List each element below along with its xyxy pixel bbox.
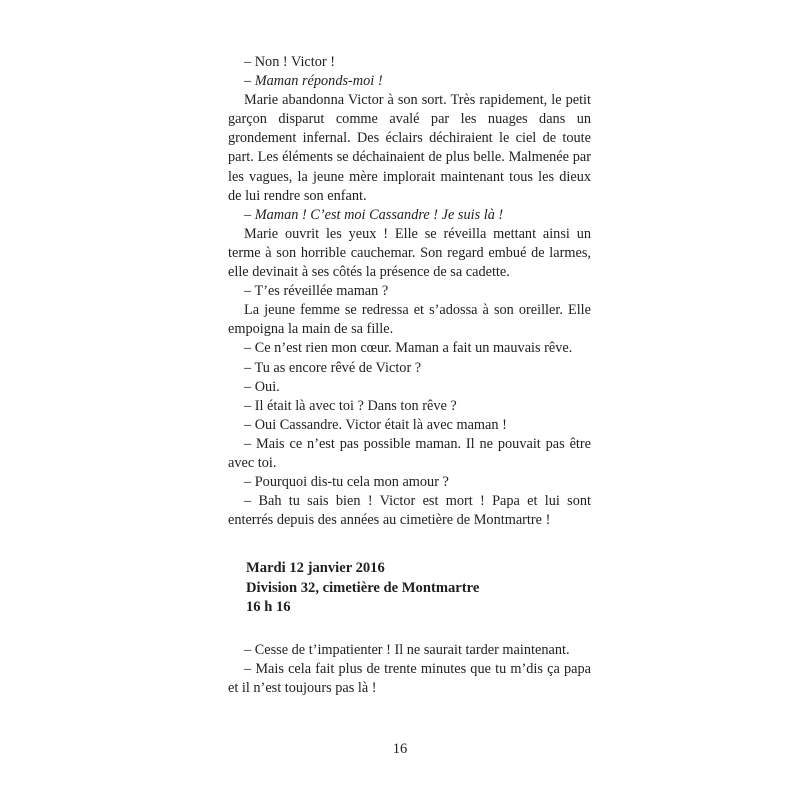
section-date: Mardi 12 janvier 2016 (246, 560, 385, 577)
paragraph: – Bah tu sais bien ! Victor est mort ! Papa et lui sont enterrés depuis des années au cimetière de Montmartre ! (228, 493, 591, 529)
section-heading (228, 559, 591, 617)
paragraph: – Cesse de t’impatienter ! Il ne saurait tarder maintenant. (244, 642, 570, 659)
section-spacer (228, 617, 591, 641)
paragraph: – Pourquoi dis-tu cela mon amour ? (244, 474, 449, 491)
page-number: 16 (392, 741, 408, 757)
paragraph: Marie abandonna Victor à son sort. Très rapidement, le petit garçon disparut comme avalé par les nuages dans un grondement infernal. Des éclairs déchiraient le ciel de toute part. Les éléments se déchainaient de plus belle. Malmenée par les vagues, la jeune mère implorait maintenant tous les dieux de lui rendre son enfant. (228, 92, 591, 204)
section-location: Division 32, cimetière de Montmartre (246, 579, 480, 596)
paragraph: La jeune femme se redressa et s’adossa à son oreiller. Elle empoigna la main de sa fille. (228, 302, 591, 338)
paragraph: Marie ouvrit les yeux ! Elle se réveilla mettant ainsi un terme à son horrible cauchemar. Son regard embué de larmes, elle devinait à ses côtés la présence de sa cadette. (228, 225, 591, 281)
chapter-text-top (228, 53, 591, 530)
paragraph: – Il était là avec toi ? Dans ton rêve ? (244, 397, 457, 414)
paragraph: – Mais cela fait plus de trente minutes que tu m’dis ça papa et il n’est toujours pas là ! (228, 661, 591, 697)
paragraph: – Tu as encore rêvé de Victor ? (244, 359, 422, 376)
chapter-text-bottom (228, 641, 591, 698)
book-page (228, 53, 591, 699)
paragraph: – Mais ce n’est pas possible maman. Il ne pouvait pas être avec toi. (228, 435, 591, 471)
paragraph: – Maman ! C’est moi Cassandre ! Je suis là ! (244, 206, 504, 223)
paragraph: – Non ! Victor ! (244, 54, 335, 70)
paragraph: – Ce n’est rien mon cœur. Maman a fait un mauvais rêve. (244, 340, 573, 357)
paragraph: – T’es réveillée maman ? (244, 283, 389, 300)
paragraph: – Oui Cassandre. Victor était là avec maman ! (244, 416, 507, 433)
section-time: 16 h 16 (246, 598, 291, 615)
paragraph: – Oui. (244, 378, 280, 395)
paragraph: – Maman réponds-moi ! (244, 73, 383, 90)
